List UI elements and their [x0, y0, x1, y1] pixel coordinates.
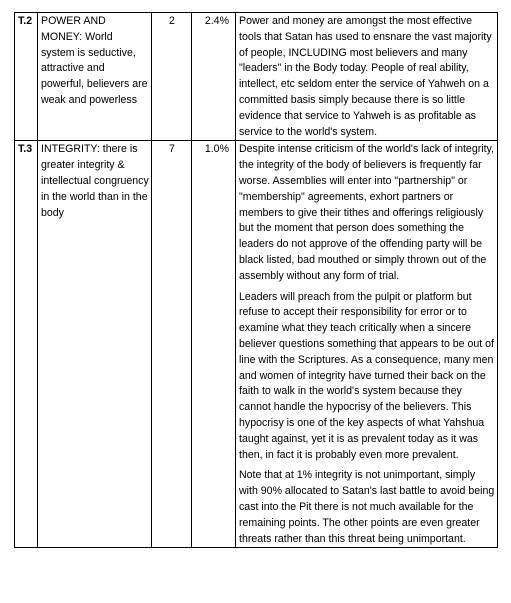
threats-table: [14, 12, 498, 548]
row-percent: 2.4%: [192, 13, 236, 141]
row-topic: POWER AND MONEY: World system is seductive, attractive and powerful, believers are weak and powerless: [38, 13, 152, 141]
description-paragraph: Note that at 1% integrity is not unimportant, simply with 90% allocated to Satan's last battle to avoid being cast into the Pit there is not much available for the remaining points. The other points are even greater threats rather than this threat being unimportant.: [239, 469, 495, 545]
row-count: 2: [152, 13, 192, 141]
description-paragraph: Despite intense criticism of the world's lack of integrity, the integrity of the body of believers is frequently far worse. Assemblies will enter into "partnership" or "membership" agreements, exhort partners or members to give their tithes and offerings religiously but the moment that person does something the leaders do not approve of the offending party will be black listed, bad mouthed or simply thrown out of the assembly without any form of trial.: [239, 143, 494, 282]
table-row-t2: [15, 13, 498, 141]
row-percent: 1.0%: [192, 141, 236, 548]
row-topic: INTEGRITY: there is greater integrity & intellectual congruency in the world than in the body: [38, 141, 152, 548]
row-description: [236, 141, 498, 548]
row-id: T.2: [15, 13, 38, 141]
table-row-t3: [15, 141, 498, 548]
row-count: 7: [152, 141, 192, 548]
description-paragraph: Leaders will preach from the pulpit or platform but refuse to accept their responsibility for error or to examine what they teach critically when a sincere believer questions something that appears to be out of line with the Scriptures. As a consequence, many men and women of integrity have turned their back on the faith to walk in the world's system because they cannot handle the hypocrisy of the believers. This hypocrisy is one of the key aspects of what Yahshua taught against, yet it is as prevalent today as it was then, in fact it is probably even more prevalent.: [239, 290, 495, 461]
row-description: [236, 13, 498, 141]
row-id: T.3: [15, 141, 38, 548]
description-paragraph: Power and money are amongst the most effective tools that Satan has used to ensnare the vast majority of people, INCLUDING most believers and many "leaders" in the Body today. People of real ability, intellect, etc seldom enter the service of Yahweh on a committed basis simply because there is so little evidence that service to Yahweh is as profitable as service to the world's system.: [239, 15, 492, 138]
